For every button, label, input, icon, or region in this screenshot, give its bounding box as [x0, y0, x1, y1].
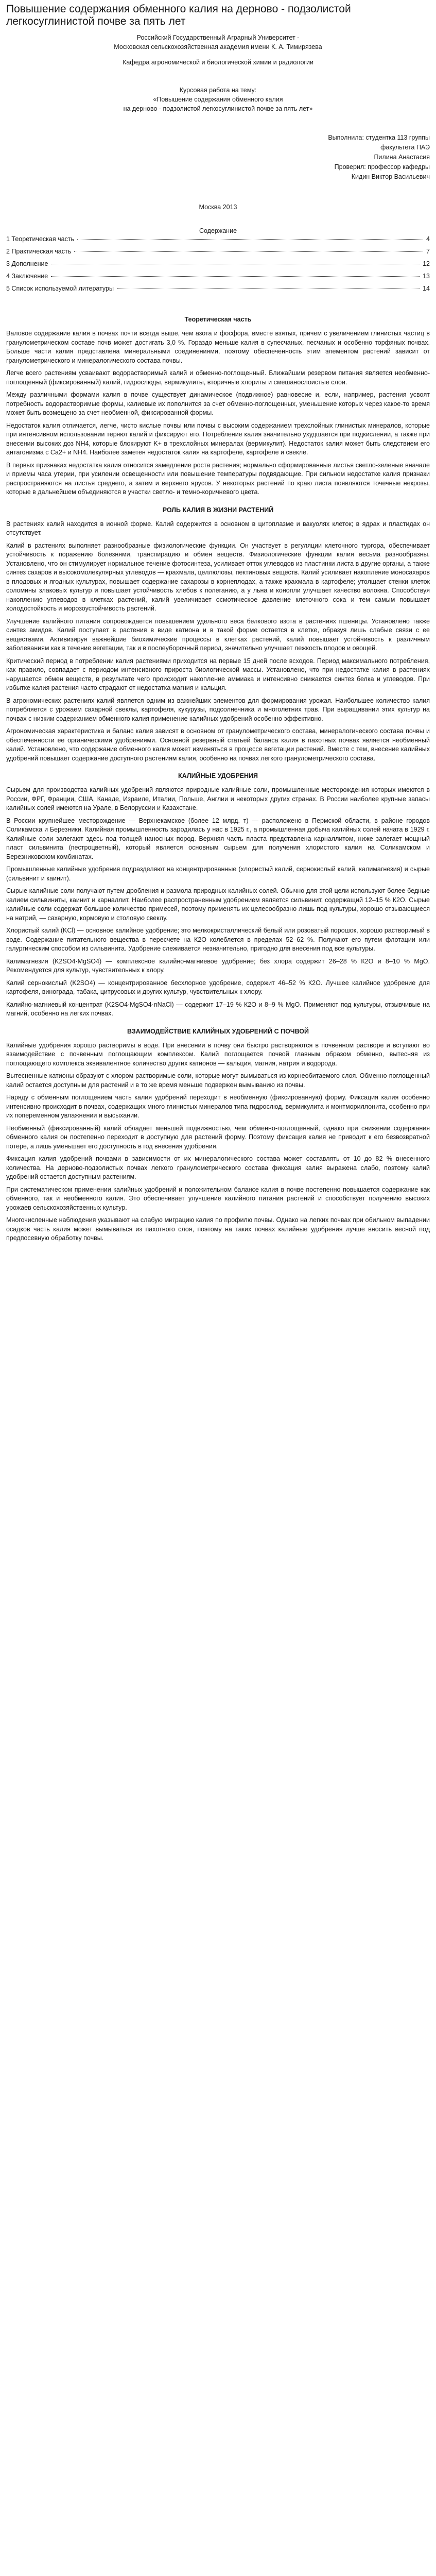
paragraph: Калийные удобрения хорошо растворимы в воде. При внесении в почву они быстро растворяются в почвенном растворе и вступают во взаимодействие с почвенным поглощающим комплексом. Калий поглощается почвой главным образом обменно, вытесняя из поглощающего комплекса эквивалентное количество других катионов — кальция, магния, натрия и водорода. [6, 1041, 430, 1067]
section-heading: КАЛИЙНЫЕ УДОБРЕНИЯ [178, 772, 258, 779]
paragraph: Калий в растениях выполняет разнообразные физиологические функции. Он участвует в регуляции клеточного тургора, обеспечивает устойчивость к поражению болезнями, транспирацию и обмен веществ. Физиологические функции калия весьма разнообразны. Установлено, что он стимулирует нормальное течение фотосинтеза, усиливает отток углеводов из пластинки листа в другие органы, а также синтез сахаров и высокомолекулярных углеводов — крахмала, целлюлозы, пектиновых веществ. Калий усиливает накопление моносахаров в плодовых и ягодных культурах, повышает содержание сахарозы в корнеплодах, а также крахмала в картофеле; утолщает стенки клеток соломины злаковых культур и повышает устойчивость хлебов к полеганию, а у льна и конопли улучшает качество волокна. Способствуя накоплению углеводов в клетках растений, калий увеличивает осмотическое давление клеточного сока и тем самым повышает холодостойкость и морозоустойчивость растений. [6, 541, 430, 612]
section-fertilizers [0, 771, 436, 1019]
toc-item-page: 14 [423, 285, 430, 292]
section-heading: Теоретическая часть [184, 316, 252, 323]
paragraph: Между различными формами калия в почве существует динамическое (подвижное) равновесие и, если, например, растения усвоят потребность водорастворимые формы, калиевые их пополнится за счет обменно-поглощенных, уменьшение которых через какое-то время может быть возмещено за счет необменной, фиксированной формы. [6, 391, 430, 416]
paragraph: Многочисленные наблюдения указывают на слабую миграцию калия по профилю почвы. Однако на легких почвах при обильном выпадении осадков часть калия может вымываться из пахотного слоя, поэтому на таких почвах калийные удобрения лучше вносить весной под предпосевную обработку почвы. [6, 1216, 430, 1242]
paragraph: В России крупнейшее месторождение — Верхнекамское (более 12 млрд. т) — расположено в Пермской области, в районе городов Соликамска и Березники. Калийная промышленность зародилась у нас в 1925 г., а промышленная добыча калийных солей начата в 1929 г. Калийные соли залегают здесь под толщей наносных пород. Верхняя часть пласта представлена карналлитом, ниже залегает мощный пласт сильвинита (пестроцветный), который является основным сырьем для получения хлористого калия на Соликамском и Березниковском комбинатах. [6, 817, 430, 860]
paragraph: В первых признаках недостатка калия относится замедление роста растения; нормально сформированные листья светло-зеленые вначале и приемы часа утерии, при усилении освещенности или повышение температуры подвядающие. При сильном недостатке калия признаки распространяются на листья среднего, а затем и верхнего ярусов. У некоторых растений по краю листа появляются точечные некрозы, которые в дальнейшем объединяются в участки светло- и темно-коричневого цвета. [6, 461, 430, 496]
section-paragraphs [0, 1041, 436, 1243]
document-body [0, 315, 436, 1243]
toc-item-title: 1 Теоретическая часть [6, 235, 75, 243]
paragraph: Вытесненные катионы образуют с хлором растворимые соли, которые могут вымываться из корнеобитаемого слоя. Обменно-поглощенный калий остается доступным для растений и в то же время меньше подвержен вымыванию из почвы. [6, 1072, 430, 1089]
paragraph: Улучшение калийного питания сопровождается повышением удельного веса белкового азота в растениях пшеницы. Установлено также синтез амидов. Калий поступает в растения в виде катиона и в такой форме остается в клетке, образуя лишь слабые связи с ее веществами. Активизируя важнейшие биохимические процессы в клетках растений, калий повышает устойчивость к различным заболеваниям как в течение вегетации, так и в послеуборочный период, значительно улучшает лежкость плодов и овощей. [6, 617, 430, 652]
document-title: Повышение содержания обменного калия на дерново - подзолистой легкосуглинистой почве за пять лет [6, 3, 351, 27]
paragraph: Калимагнезия (K2SO4·MgSO4) — комплексное калийно-магниевое удобрение; без хлора содержит 26–28 % К2О и 8–10 % MgO. Рекомендуется для культур, чувствительных к хлору. [6, 957, 430, 974]
toc-item-page: 13 [423, 273, 430, 280]
section-theory [0, 315, 436, 497]
paragraph: При систематическом применении калийных удобрений и положительном балансе калия в почве постепенно повышается содержание как обменного, так и необменного калия. Это обеспечивает улучшение калийного питания растений и способствует получению высоких урожаев сельскохозяйственных культур. [6, 1185, 430, 1211]
table-of-contents [6, 235, 430, 297]
section-paragraphs [0, 786, 436, 1019]
university-line-1: Российский Государственный Аграрный Университет - [136, 34, 300, 41]
city-year: Москва 2013 [199, 204, 237, 211]
performed-by: Выполнила: студентка 113 группы [328, 134, 430, 141]
paragraph: Промышленные калийные удобрения подразделяют на концентрированные (хлористый калий, сернокислый калий, калимагнезия) и сырые (сильвинит и каинит). [6, 866, 430, 882]
coursework-label: Курсовая работа на тему: [179, 87, 257, 94]
paragraph: Недостаток калия отличается, легче, чисто кислые почвы или почвы с высоким содержанием трехслойных глинистых минералов, которые при интенсивном использовании теряют калий и фиксируют его. Потребление калия значительно ухудшается при подкислении, а также при внесении высоких доз NH4, которые блокируют K+ в трехслойных минералах (вермикулит). Недостаток калия может быть следствием его антагонизма с Ca2+ и NH4. Наиболее заметен недостаток калия на картофеле, картофеле и свекле. [6, 421, 430, 456]
author-block [0, 133, 430, 182]
section-role [0, 505, 436, 764]
department-name: Кафедра агрономической и биологической химии и радиологии [123, 59, 313, 66]
paragraph: Сырьем для производства калийных удобрений являются природные калийные соли, промышленные месторождения которых имеются в России, ФРГ, Франции, США, Канаде, Израиле, Италии, Польше, Англии и некоторых других странах. В России наиболее крупные запасы калийных солей имеются на Урале, в Белоруссии и Казахстане. [6, 786, 430, 811]
toc-item[interactable] [6, 273, 430, 285]
toc-item[interactable] [6, 260, 430, 273]
toc-item[interactable] [6, 235, 430, 248]
toc-leader-dots [74, 251, 423, 252]
paragraph: В растениях калий находится в ионной форме. Калий содержится в основном в цитоплазме и вакуолях клеток; в ядрах и пластидах он отсутствует. [6, 520, 430, 536]
topic-line-2: на дерново - подзолистой легкосуглинистой почве за пять лет» [123, 105, 313, 112]
toc-item-title: 3 Дополнение [6, 260, 48, 267]
faculty-name: факультета ПАЭ [380, 144, 430, 151]
section-paragraphs [0, 520, 436, 764]
toc-leader-dots [77, 239, 423, 240]
section-paragraphs [0, 329, 436, 497]
paragraph: Необменный (фиксированный) калий обладает меньшей подвижностью, чем обменно-поглощенный, однако при снижении содержания обменного калия он постепенно переходит в доступную для растений форму. Поэтому фиксация калия не приводит к его безвозвратной потере, а лишь уменьшает его доступность в год внесения удобрения. [6, 1124, 430, 1150]
paragraph: Легче всего растениям усваивают водорастворимый калий и обменно-поглощенный. Ближайшим резервом питания является необменно-поглощенный (фиксированный) калий, гидрослюды, вермикулиты, вторичные хлориты и смешанослоистые слои. [6, 369, 430, 386]
section-heading: ВЗАИМОДЕЙСТВИЕ КАЛИЙНЫХ УДОБРЕНИЙ С ПОЧВОЙ [127, 1027, 309, 1035]
university-line-2: Московская сельскохозяйственная академия имени К. А. Тимирязева [114, 43, 322, 50]
title-page-header [6, 33, 430, 67]
section-interaction [0, 1027, 436, 1243]
paragraph: Хлористый калий (KCl) — основное калийное удобрение; это мелкокристаллический белый или розоватый порошок, хорошо растворимый в воде. Содержание питательного вещества в пересчете на К2О колеблется в пределах 52–62 %. Получают его путем флотации или галургическим способом из сильвинита. Удобрение слеживается незначительно, пригодно для внесения под все культуры. [6, 927, 430, 952]
paragraph: Агрономическая характеристика и баланс калия зависят в основном от гранулометрического состава, минералогического состава почвы и обеспеченности ее органическими удобрениями. Основной резервный статьей баланса калия в пахотных почвах является необменный калий. Установлено, что содержание обменного калия может изменяться в процессе вегетации растений. Вместе с тем, внесение калийных удобрений повышает содержание доступного растениям калия, особенно на почвах легкого гранулометрического состава. [6, 727, 430, 762]
toc-item-page: 7 [426, 248, 430, 255]
paragraph: Фиксация калия удобрений почвами в зависимости от их минералогического состава может составлять от 10 до 82 % внесенного количества. На дерново-подзолистых почвах легкого гранулометрического состава фиксация калия выражена слабо, поэтому калий удобрений остается доступным растениям. [6, 1155, 430, 1180]
toc-item-page: 12 [423, 260, 430, 267]
student-name: Пилина Анастасия [374, 154, 430, 161]
professor-name: Кидин Виктор Васильевич [351, 173, 430, 180]
paragraph: Валовое содержание калия в почвах почти всегда выше, чем азота и фосфора, вместе взятых, причем с увеличением глинистых частиц в гранулометрическом составе почв может достигать 3,0 %. Гораздо меньше калия в супесчаных, песчаных и особенно торфяных почвах. Больше части калия представлена минеральными соединениями, поэтому обеспеченность этим элементом растений зависит от гранулометрического и минералогического состава почвы. [6, 330, 430, 364]
toc-item-title: 5 Список используемой литературы [6, 285, 114, 292]
paragraph: В агрономических растениях калий является одним из важнейших элементов для формирования урожая. Наибольшее количество калия потребляется с урожаем сахарной свеклы, картофеля, кукурузы, подсолнечника и многолетних трав. При выращивании этих культур на почвах с низким содержанием обменного калия применение калийных удобрений особенно эффективно. [6, 697, 430, 722]
toc-leader-dots [51, 276, 420, 277]
checked-by: Проверил: профессор кафедры [334, 163, 430, 171]
toc-item-page: 4 [426, 235, 430, 243]
toc-heading: Содержание [199, 227, 237, 234]
paragraph: Калийно-магниевый концентрат (K2SO4·MgSO4·nNaCl) — содержит 17–19 % К2О и 8–9 % MgO. Применяют под культуры, отзывчивые на магний, особенно на легких почвах. [6, 1001, 430, 1017]
coursework-topic [6, 86, 430, 113]
paragraph: Критический период в потреблении калия растениями приходится на первые 15 дней после всходов. Период максимального потребления, как правило, совпадает с периодом интенсивного прироста биологической массы. Установлено, что при недостатке калия в растениях нарушается обмен веществ, в результате чего происходит накопление аммиака и интенсивно снижается синтез белка и углеводов. При избытке калия растения часто страдают от недостатка магния и кальция. [6, 657, 430, 691]
toc-item-title: 2 Практическая часть [6, 248, 72, 255]
paragraph: Калий сернокислый (K2SO4) — концентрированное бесхлорное удобрение, содержит 46–52 % К2О. Лучшее калийное удобрение для картофеля, винограда, табака, цитрусовых и других культур, чувствительных к хлору. [6, 979, 430, 995]
section-heading: РОЛЬ КАЛИЯ В ЖИЗНИ РАСТЕНИЙ [162, 506, 274, 514]
toc-item-title: 4 Заключение [6, 273, 48, 280]
topic-line-1: «Повышение содержания обменного калия [153, 96, 283, 103]
paragraph: Сырые калийные соли получают путем дробления и размола природных калийных солей. Обычно для этой цели используют более бедные калием сильвиниты, каинит и карналлит. Наиболее распространенным удобрением является сильвинит, содержащий 12–15 % К2О. Сырые калийные соли содержат большое количество примесей, поэтому применять их целесообразно лишь под культуры, хорошо отзывающиеся на натрий, — сахарную, кормовую и столовую свеклу. [6, 887, 430, 922]
paragraph: Наряду с обменным поглощением часть калия удобрений переходит в необменную (фиксированную) форму. Фиксация калия особенно интенсивно происходит в почвах, содержащих много глинистых минералов типа гидрослюд, вермикулита и монтмориллонита, особенно при их попеременном увлажнении и высыхании. [6, 1094, 430, 1119]
toc-item[interactable] [6, 248, 430, 260]
toc-item[interactable] [6, 285, 430, 297]
